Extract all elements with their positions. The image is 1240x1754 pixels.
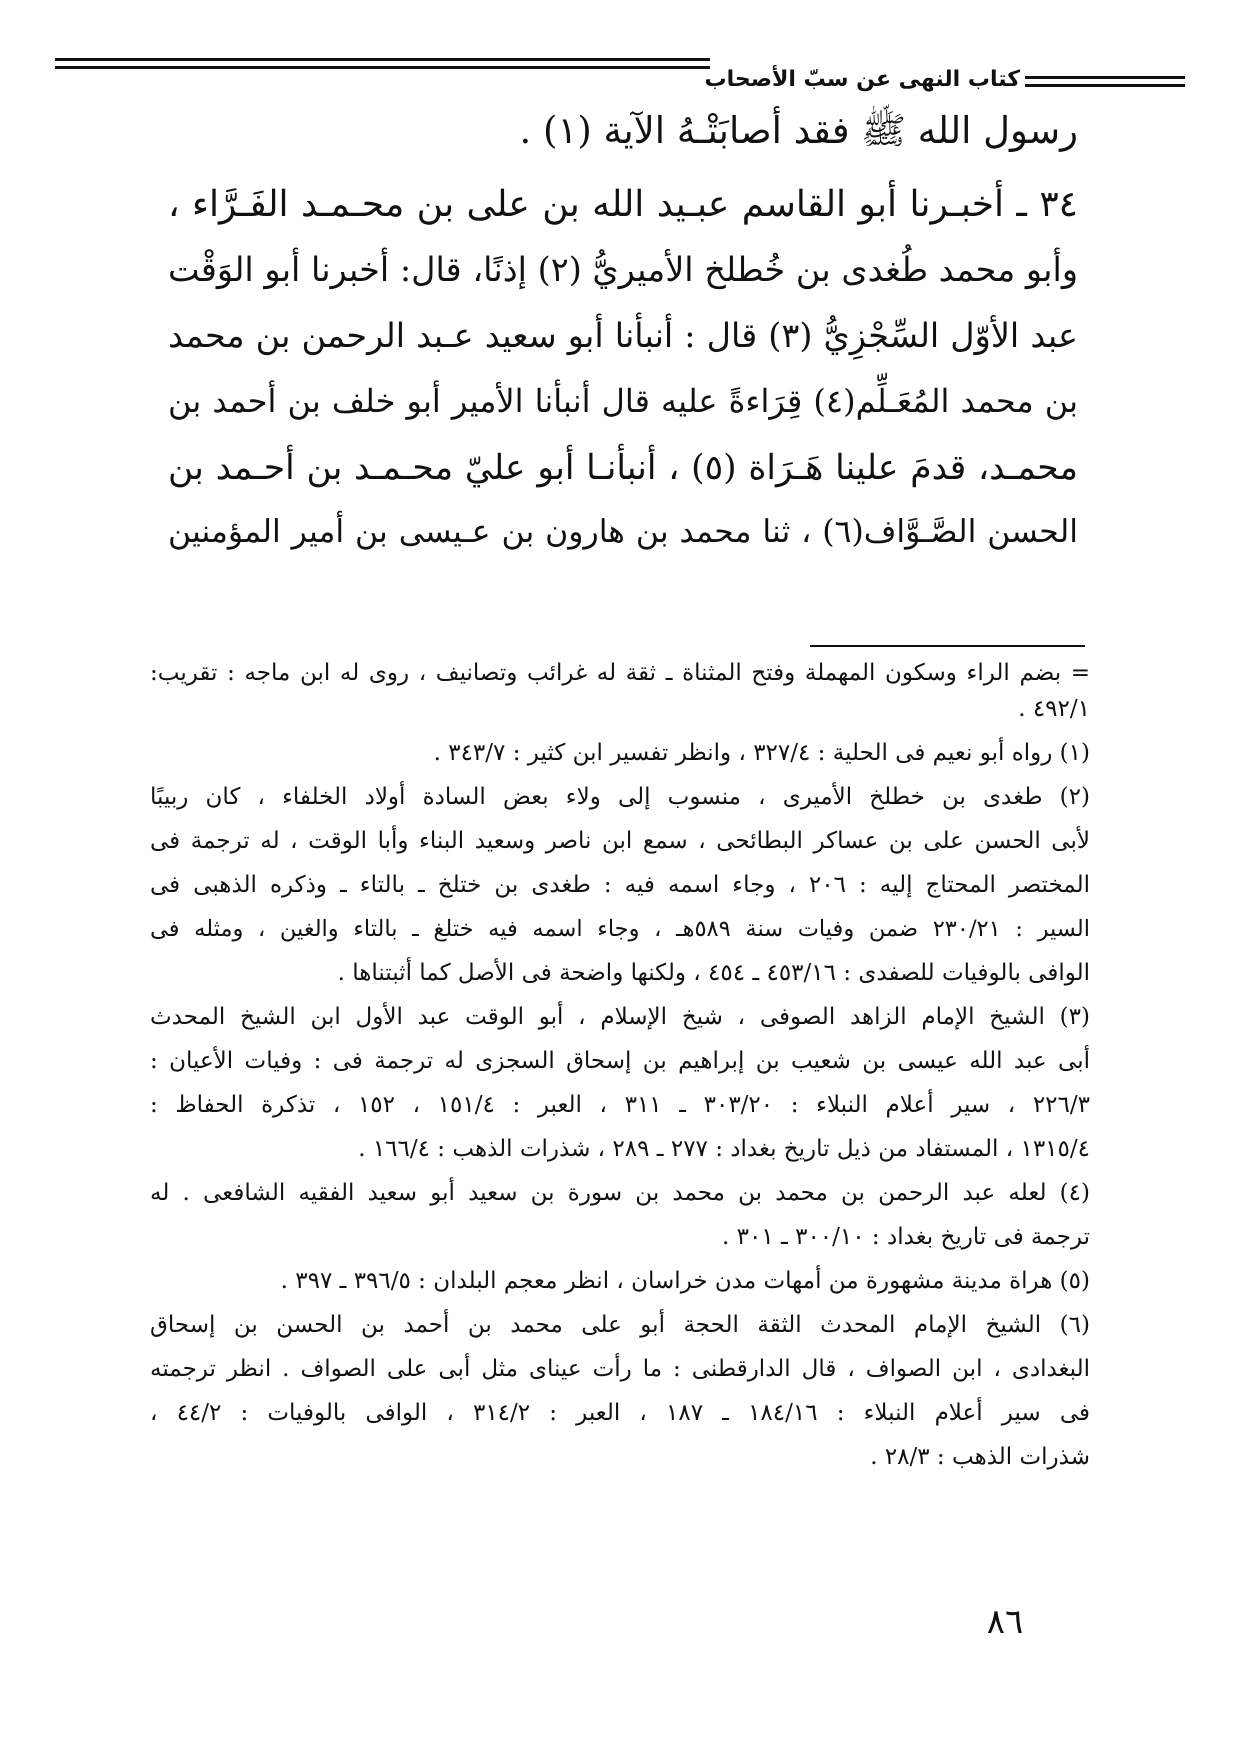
running-header-title: كتاب النهى عن سبّ الأصحاب (704, 67, 1020, 92)
footnote-line: الوافى بالوفيات للصفدى : ٤٥٣/١٦ ـ ٤٥٤ ، ولكنها واضحة فى الأصل كما أثبتناها . (337, 960, 1090, 986)
footnote-line: المختصر المحتاج إليه : ٢٠٦ ، وجاء اسمه فيه : طغدى بن ختلخ ـ بالتاء ـ وذكره الذهبى فى (150, 872, 1090, 898)
page-number: ٨٦ (986, 1602, 1024, 1642)
footnote-line: السير : ٢٣٠/٢١ ضمن وفيات سنة ٥٨٩هـ ، وجاء اسمه فيه ختلغ ـ بالتاء والغين ، ومثله فى (150, 916, 1090, 942)
footnote-line: ٤٩٢/١ . (1018, 696, 1090, 722)
footnote-line: شذرات الذهب : ٢٨/٣ . (870, 1444, 1090, 1470)
main-text-line: محمـد، قدمَ علينا هَـرَاة (٥) ، أنبأنـا أبو عليّ محـمـد بن أحـمد بن (168, 448, 1078, 488)
main-text-line: رسول الله ﷺ فقد أصابَتْـهُ الآية (١) . (519, 109, 1078, 152)
footnote-line: (٢) طغدى بن خطلخ الأميرى ، منسوب إلى ولاء بعض السادة أولاد الخلفاء ، كان ربيبًا (150, 784, 1090, 810)
header-rule-right-bottom (1025, 84, 1185, 87)
main-text-line: عبد الأوّل السِّجْزِيُّ (٣) قال : أنبأنا أبو سعيد عـبد الرحمن بن محمد (168, 316, 1078, 355)
footnote-line: ترجمة فى تاريخ بغداد : ٣٠٠/١٠ ـ ٣٠١ . (722, 1224, 1090, 1250)
main-text-line: ٣٤ ـ أخبـرنا أبو القاسم عبـيد الله بن على بن محـمـد الفَـرَّاء ، (168, 184, 1078, 225)
footnote-line: (٤) لعله عبد الرحمن بن محمد بن محمد بن سورة بن سعيد أبو سعيد الفقيه الشافعى . له (150, 1180, 1090, 1206)
header-rule-left-bottom (55, 66, 710, 69)
main-text-line: الحسن الصَّـوَّاف(٦) ، ثنا محمد بن هارون بن عـيسى بن أمير المؤمنين (168, 514, 1078, 550)
footnote-line: ٢٢٦/٣ ، سير أعلام النبلاء : ٣٠٣/٢٠ ـ ٣١١ ، العبر : ١٥١/٤ ، ١٥٢ ، تذكرة الحفاظ : (150, 1092, 1090, 1118)
footnote-line: (١) رواه أبو نعيم فى الحلية : ٣٢٧/٤ ، وانظر تفسير ابن كثير : ٣٤٣/٧ . (433, 740, 1090, 766)
header-rule-right-top (1025, 76, 1185, 79)
footnote-line: (٦) الشيخ الإمام المحدث الثقة الحجة أبو على محمد بن أحمد بن الحسن بن إسحاق (150, 1312, 1090, 1338)
footnote-line: ١٣١٥/٤ ، المستفاد من ذيل تاريخ بغداد : ٢٧٧ ـ ٢٨٩ ، شذرات الذهب : ١٦٦/٤ . (358, 1136, 1090, 1162)
footnote-line: أبى عبد الله عيسى بن شعيب بن إبراهيم بن إسحاق السجزى له ترجمة فى : وفيات الأعيان : (150, 1048, 1090, 1074)
footnote-line: البغدادى ، ابن الصواف ، قال الدارقطنى : ما رأت عيناى مثل أبى على الصواف . انظر ترجمته (150, 1356, 1090, 1382)
main-text-line: بن محمد المُعَـلِّم(٤) قِرَاءةً عليه قال أنبأنا الأمير أبو خلف بن أحمد بن (168, 382, 1078, 420)
footnote-line: = بضم الراء وسكون المهملة وفتح المثناة ـ ثقة له غرائب وتصانيف ، روى له ابن ماجه : تقريب: (150, 660, 1090, 686)
footnote-line: لأبى الحسن على بن عساكر البطائحى ، سمع ابن ناصر وسعيد البناء وأبا الوقت ، له ترجمة فى (150, 828, 1090, 854)
footnote-line: (٥) هراة مدينة مشهورة من أمهات مدن خراسان ، انظر معجم البلدان : ٣٩٦/٥ ـ ٣٩٧ . (280, 1268, 1090, 1294)
footnote-line: فى سير أعلام النبلاء : ١٨٤/١٦ ـ ١٨٧ ، العبر : ٣١٤/٢ ، الوافى بالوفيات : ٤٤/٢ ، (150, 1400, 1090, 1426)
header-rule-left-top (55, 58, 710, 61)
main-text-line: وأبو محمد طُغدى بن خُطلخ الأميريُّ (٢) إذنًا، قال: أخبرنا أبو الوَقْت (168, 250, 1078, 289)
footnote-line: (٣) الشيخ الإمام الزاهد الصوفى ، شيخ الإسلام ، أبو الوقت عبد الأول ابن الشيخ المحدث (150, 1004, 1090, 1030)
footnote-separator-rule (810, 645, 1085, 647)
